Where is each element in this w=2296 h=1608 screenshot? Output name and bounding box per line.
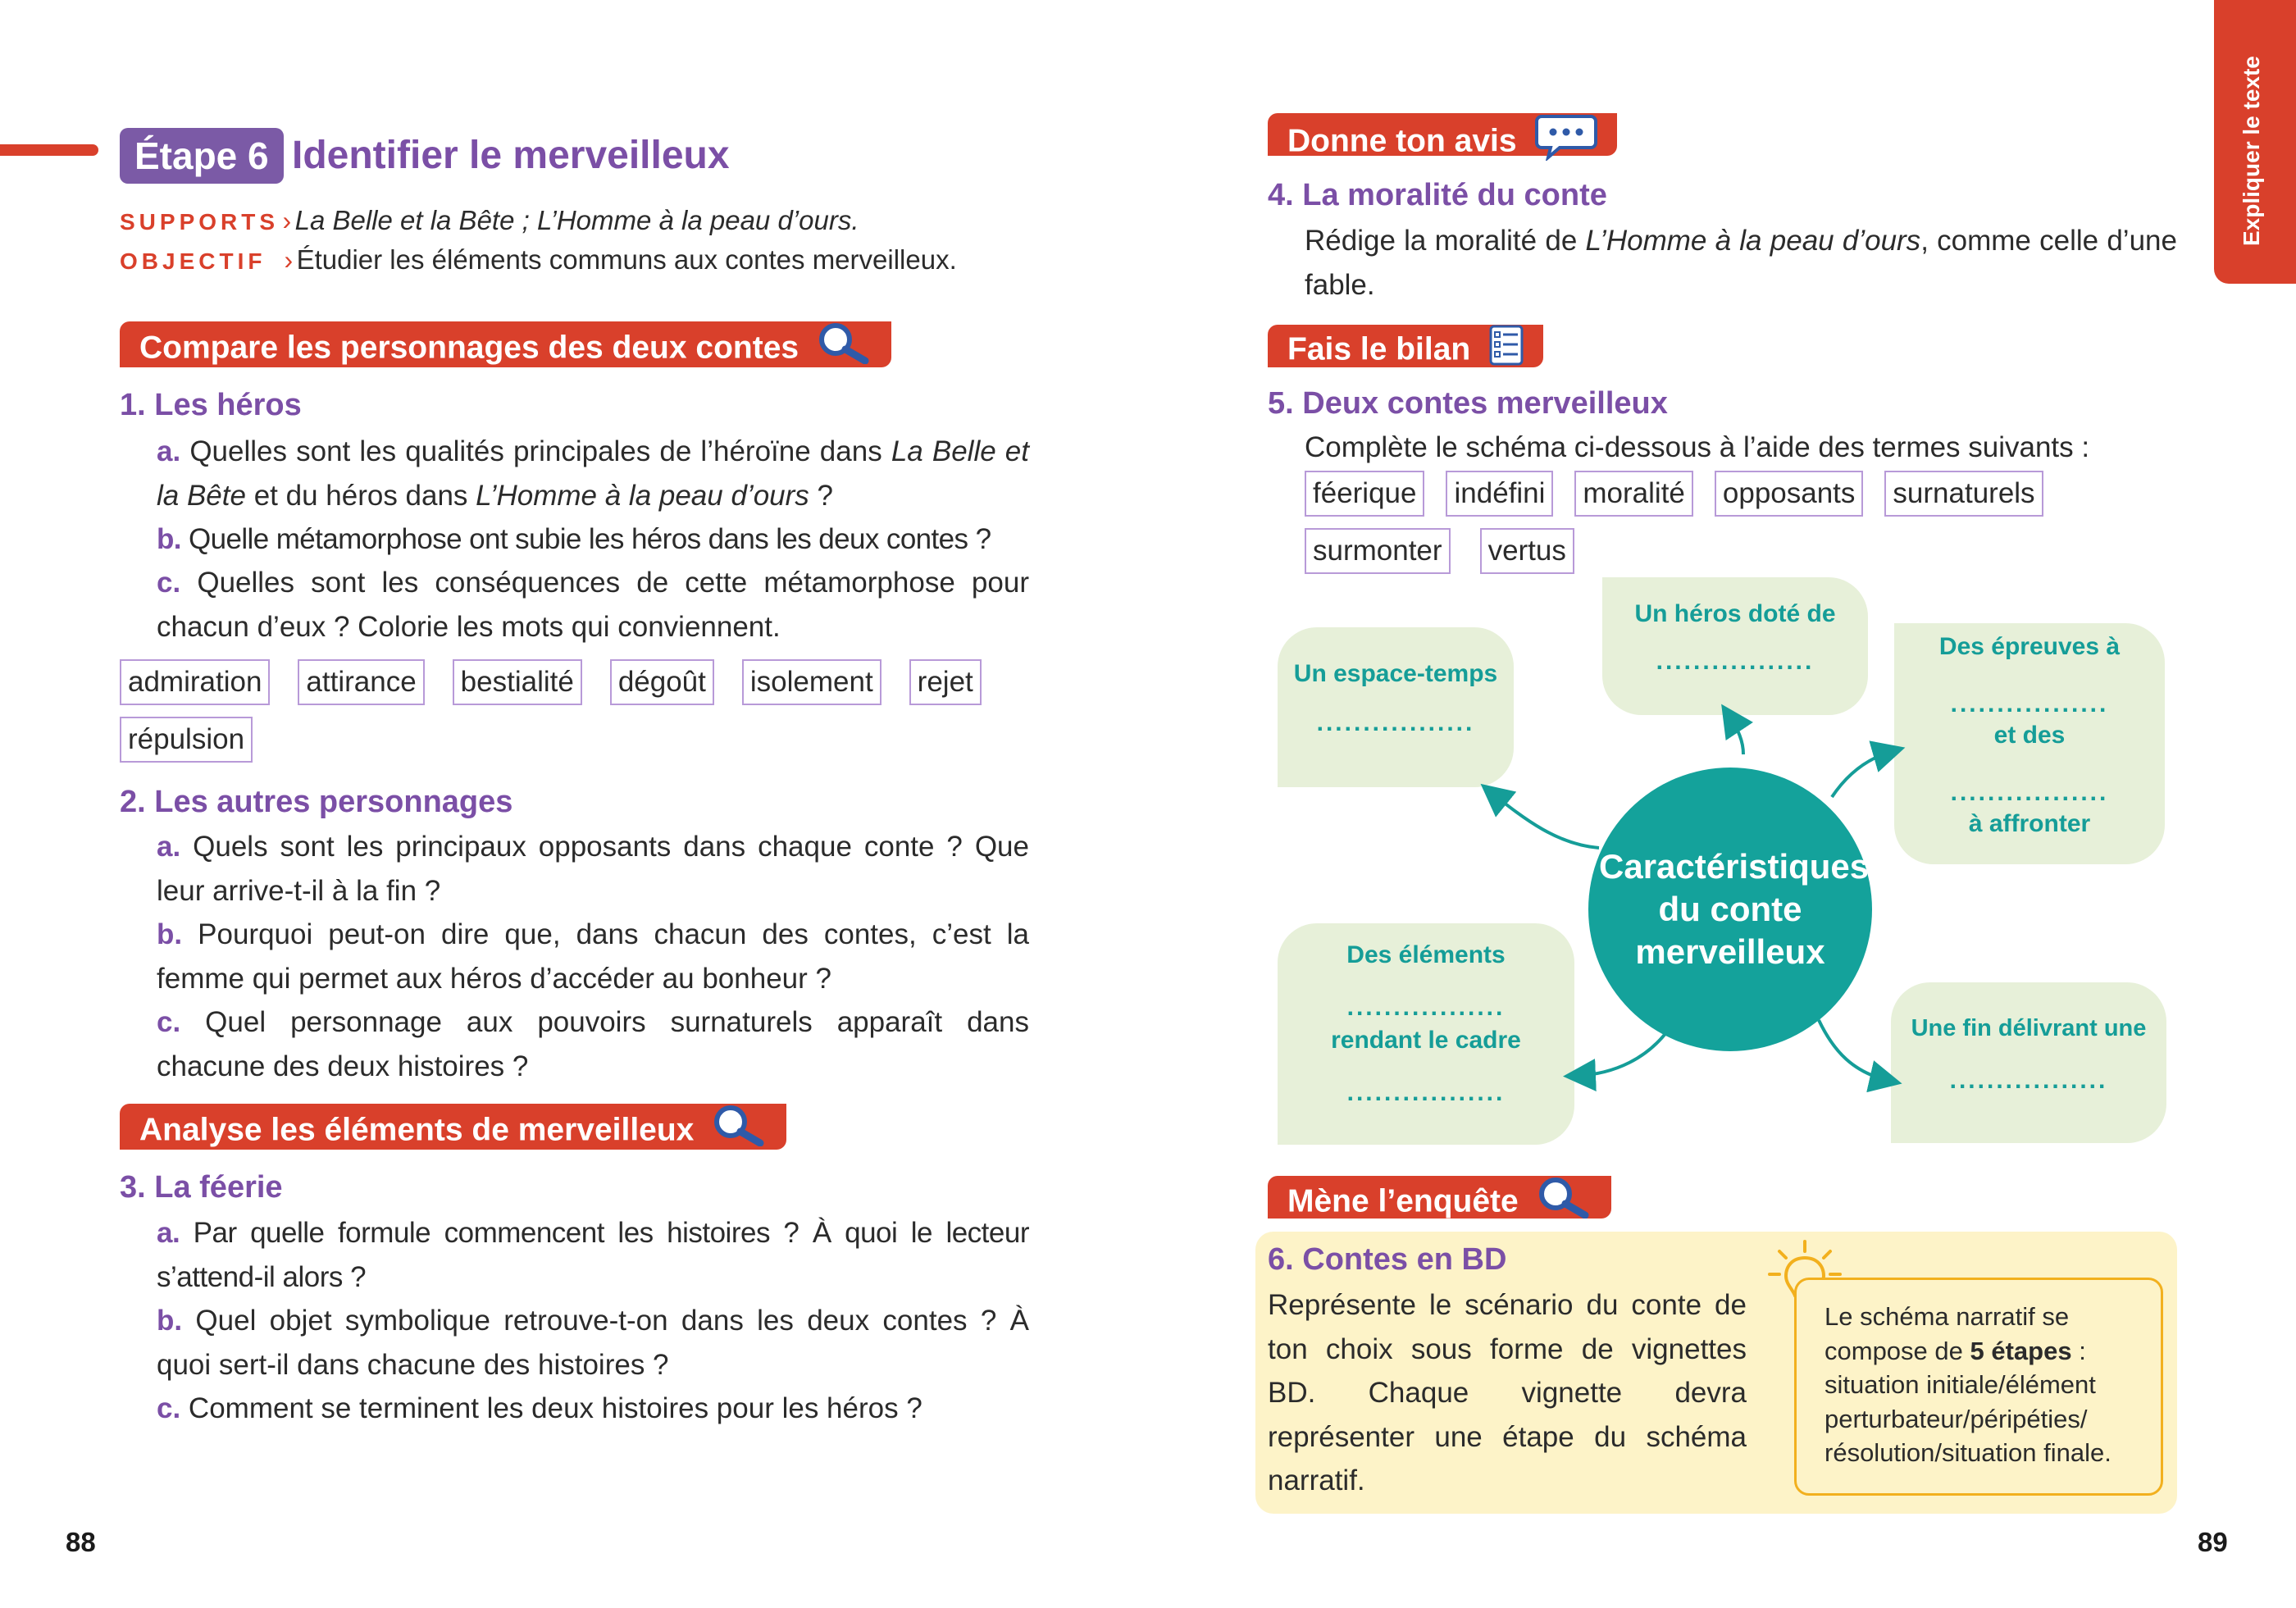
chip-word[interactable]: bestialité — [453, 659, 582, 705]
tip-bold: 5 étapes — [1970, 1336, 2072, 1365]
q1-title: 1. Les héros — [120, 388, 302, 422]
banner-compare-label: Compare les personnages des deux contes — [139, 330, 800, 366]
arrow-to-heros — [1729, 715, 1743, 754]
q1a-text: Quelles sont les qualités principales de l’héroïne dans — [180, 435, 891, 467]
q3-title: 3. La féerie — [120, 1170, 283, 1205]
chip-word[interactable]: indéfini — [1446, 471, 1553, 517]
q2b-text: Pourquoi peut-on dire que, dans chacun des contes, c’est la femme qui permet aux héros d’accéder au bonheur ? — [157, 918, 1029, 995]
chip-word[interactable]: répulsion — [120, 717, 253, 763]
answer-blank[interactable]: ................. — [1950, 779, 2109, 806]
magnifier-icon — [1538, 1176, 1592, 1230]
supports-value: La Belle et la Bête ; L’Homme à la peau d’ours. — [294, 205, 859, 235]
q1a-end: ? — [809, 479, 833, 512]
q3c-letter: c. — [157, 1392, 181, 1424]
q4-title-italic: L’Homme à la peau d’ours — [1585, 225, 1921, 257]
q3a-text: Par quelle formule commencent les histoires ? À quoi le lecteur s’attend-il alors ? — [157, 1217, 1029, 1293]
answer-blank[interactable]: ................. — [1656, 648, 1815, 675]
q2c-text: Quel personnage aux pouvoirs surnaturels apparaît dans chacune des deux histoires ? — [157, 1006, 1029, 1082]
chip-word[interactable]: opposants — [1715, 471, 1864, 517]
q2a-text: Quels sont les principaux opposants dans chaque conte ? Que leur arrive-t-il à la fin ? — [157, 831, 1029, 907]
arrow-to-espace — [1491, 792, 1599, 848]
bubble-espace-label: Un espace-temps — [1293, 660, 1498, 687]
q1a-letter: a. — [157, 435, 181, 467]
q4-end: , comme celle d’une fable. — [1305, 225, 2177, 301]
bubble-elements-label: Des éléments — [1346, 941, 1506, 968]
supports-arrow: › — [282, 206, 292, 235]
schema-center-label: Caractéristiques du conte merveilleux — [1599, 847, 1870, 971]
q2b-letter: b. — [157, 918, 183, 950]
arrow-to-epreuves — [1832, 751, 1893, 797]
answer-blank[interactable]: ................. — [1316, 709, 1475, 736]
bubble-fin-label: Une fin délivrant une — [1911, 1015, 2147, 1041]
q1c-letter: c. — [157, 567, 181, 599]
q1a-title1: La Belle et la Bête — [157, 435, 1029, 512]
q3b-letter: b. — [157, 1305, 183, 1337]
q6-title: 6. Contes en BD — [1268, 1242, 1507, 1277]
objectif-value: Étudier les éléments communs aux contes merveilleux. — [296, 244, 957, 275]
answer-blank[interactable]: ................. — [1950, 690, 2109, 717]
q3a-letter: a. — [157, 1217, 180, 1249]
supports-label: SUPPORTS — [120, 209, 280, 235]
arrow-to-fin — [1819, 1020, 1889, 1081]
answer-blank[interactable]: ................. — [1949, 1067, 2108, 1094]
q1b-letter: b. — [157, 523, 181, 555]
tip-box — [1794, 1278, 2163, 1496]
bubble-epreuves-label: Des épreuves à — [1938, 633, 2121, 660]
q5-text: Complète le schéma ci-dessous à l’aide des termes suivants : — [1305, 431, 2090, 463]
q1c-text: Quelles sont les conséquences de cette métamorphose pour chacun d’eux ? Colorie les mots qui conviennent. — [157, 567, 1029, 643]
banner-bilan-label: Fais le bilan — [1287, 331, 1471, 367]
chip-word[interactable]: surmonter — [1305, 528, 1451, 574]
bubble-cadre-label: rendant le cadre — [1331, 1027, 1521, 1054]
q5-title: 5. Deux contes merveilleux — [1268, 386, 1668, 421]
chip-word[interactable]: rejet — [909, 659, 982, 705]
chip-word[interactable]: vertus — [1480, 528, 1574, 574]
bubble-affronter-label: à affronter — [1968, 810, 2091, 837]
objectif-arrow: › — [284, 245, 294, 275]
page-title: Identifier le merveilleux — [292, 134, 730, 177]
q2c-letter: c. — [157, 1006, 181, 1038]
answer-blank[interactable]: ................. — [1346, 1079, 1506, 1106]
side-tab-label: Expliquer le texte — [2239, 56, 2264, 246]
banner-enquete — [1268, 1176, 1611, 1219]
chip-word[interactable]: moralité — [1574, 471, 1692, 517]
page-number-right: 89 — [2198, 1527, 2228, 1557]
chip-word[interactable]: féerique — [1305, 471, 1424, 517]
q2-title: 2. Les autres personnages — [120, 785, 513, 819]
q4-title: 4. La moralité du conte — [1268, 178, 1607, 212]
schema-center — [1588, 768, 1872, 1051]
tip-text — [1797, 1280, 2161, 1470]
chip-word[interactable]: dégoût — [610, 659, 714, 705]
q1a-title2: L’Homme à la peau d’ours — [476, 479, 809, 512]
q3c-text: Comment se terminent les deux histoires pour les héros ? — [180, 1392, 922, 1424]
bubble-et-des-label: et des — [1993, 722, 2066, 749]
answer-blank[interactable]: ................. — [1346, 994, 1506, 1021]
chip-word[interactable]: isolement — [742, 659, 882, 705]
banner-avis-label: Donne ton avis — [1287, 123, 1517, 159]
chip-word[interactable]: admiration — [120, 659, 270, 705]
q1a-mid: et du héros dans — [245, 479, 476, 512]
arrow-to-elements — [1576, 1028, 1670, 1076]
q6-text: Représente le scénario du conte de ton choix sous forme de vignettes BD. Chaque vignette devra représenter une étape du schéma narratif. — [1268, 1289, 1747, 1496]
tip-pre: Le schéma narratif se compose de — [1824, 1302, 2070, 1365]
tip-end: : situation initiale/élément perturbateur/péripéties/ résolution/situation finale. — [1824, 1336, 2112, 1467]
q1b-text: Quelle métamorphose ont subie les héros dans les deux contes ? — [180, 523, 991, 555]
objectif-label: OBJECTIF — [120, 248, 266, 274]
banner-enquete-label: Mène l’enquête — [1287, 1183, 1519, 1219]
etape-badge: Étape 6 — [120, 128, 284, 184]
q4-pre: Rédige la moralité de — [1305, 225, 1586, 257]
q3b-text: Quel objet symbolique retrouve-t-on dans les deux contes ? À quoi sert-il dans chacune des histoires ? — [157, 1305, 1029, 1381]
chip-word[interactable]: surnaturels — [1884, 471, 2043, 517]
q2a-letter: a. — [157, 831, 181, 863]
banner-analyse-label: Analyse les éléments de merveilleux — [139, 1112, 695, 1148]
chip-word[interactable]: attirance — [298, 659, 424, 705]
page-number-left: 88 — [66, 1527, 96, 1557]
bubble-heros-label: Un héros doté de — [1634, 600, 1836, 627]
